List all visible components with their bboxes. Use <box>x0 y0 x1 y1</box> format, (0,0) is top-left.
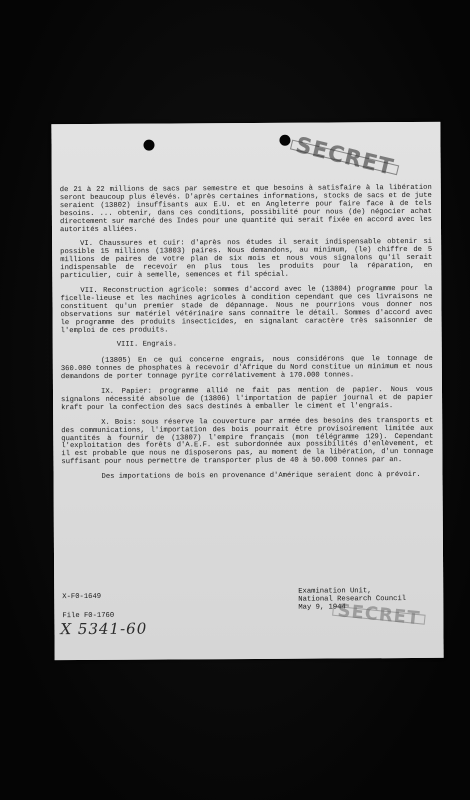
handwritten-number: X 5341-60 <box>60 619 148 639</box>
paragraph-sacs: de 21 à 22 millions de sacs par semestre et que besoins à satisfaire à la libération seront beaucoup plus élevés. D'après certaines informations, stocks de sacs et de jute seraient (13802) insuffisants aux E.U. et en Angleterre pour faire face à de tels besoins. ... obtenir, dans ces conditions, possibilité pour nous (de) négocier achat directement sur marché des Indes pour une quantité qui serait fixée en accord avec les autorités alliées. <box>59 183 432 234</box>
secret-stamp-bottom: SECRET <box>332 606 425 625</box>
heading-engrais: VIII. Engrais. <box>116 340 178 350</box>
punch-hole-right <box>279 135 290 146</box>
signature-unit: Examination Unit, <box>298 587 372 596</box>
signature-date: May 9, 1944 <box>298 603 346 612</box>
paragraph-chaussures: VI. Chaussures et cuir: d'après nos études il serait indispensable obtenir si possible 15 millions (13803) paires. Nous demandons, au minimum, (le) chiffre de 5 millions de paires de votre plan de six mois et nous vous signalons qu'il serait indispensable de recevoir en plus tous les produits pour la réparation, en particulier, cuir à semelle, semences et fil spécial. <box>60 238 433 281</box>
punch-hole-left <box>143 140 154 151</box>
paragraph-engrais: (13805) En ce qui concerne engrais, nous considérons que le tonnage de 360.000 tonnes de phosphates à recevoir d'Afrique du Nord constitue un minimum et nous demandons de porter tonnage pyrite corrélativement à 170.000 tonnes. <box>60 355 433 382</box>
document-page <box>51 122 443 660</box>
file-number: File F0-1760 <box>62 611 115 621</box>
document-body <box>60 185 434 490</box>
secret-stamp: SECRET <box>290 140 399 176</box>
paragraph-papier: IX. Papier: programme allié ne fait pas mention de papier. Nous vous signalons nécessité absolue de (13806) l'importation de papier journal et de papier kraft pour la confection des sacs destinés à emballer le ciment et l'engrais. <box>61 385 434 412</box>
signature-council: National Research Council <box>298 594 407 604</box>
paragraph-reconstruction: VII. Reconstruction agricole: sommes d'accord avec le (13804) programme pour la ficelle-lieuse et les machines agricoles à condition cependant que ces livraisons ne constituent qu'un premier stade de dépannage. Nous ne pourrions vous donner nos observations sur matériel vétérinaire sans connaître le détail. Sommes d'accord avec le programme des produits insecticides, en signalant caractère très saisonnier de l'emploi de ces produits. <box>60 284 433 335</box>
paragraph-bois: X. Bois: sous réserve la couverture par armée des besoins des transports et des communications, l'importation des bois pourrait être provisoirement limitée aux quantités à fournir de (13807) l'empire français (mon télégramme 129). Cependant l'exploitation des forêts d'A.E.F. est subordonnée aux possibilités d'enlèvement, et il est probable que nous ne disposerons pas, au moment de la libération, d'un tonnage suffisant pour nous permettre de transporter plus de 40 à 50.000 tonnes par an. <box>61 416 434 467</box>
paragraph-importations: Des importations de bois en provenance d'Amérique seraient donc à prévoir. <box>101 471 421 482</box>
reference-number: X-F0-1649 <box>62 592 102 602</box>
